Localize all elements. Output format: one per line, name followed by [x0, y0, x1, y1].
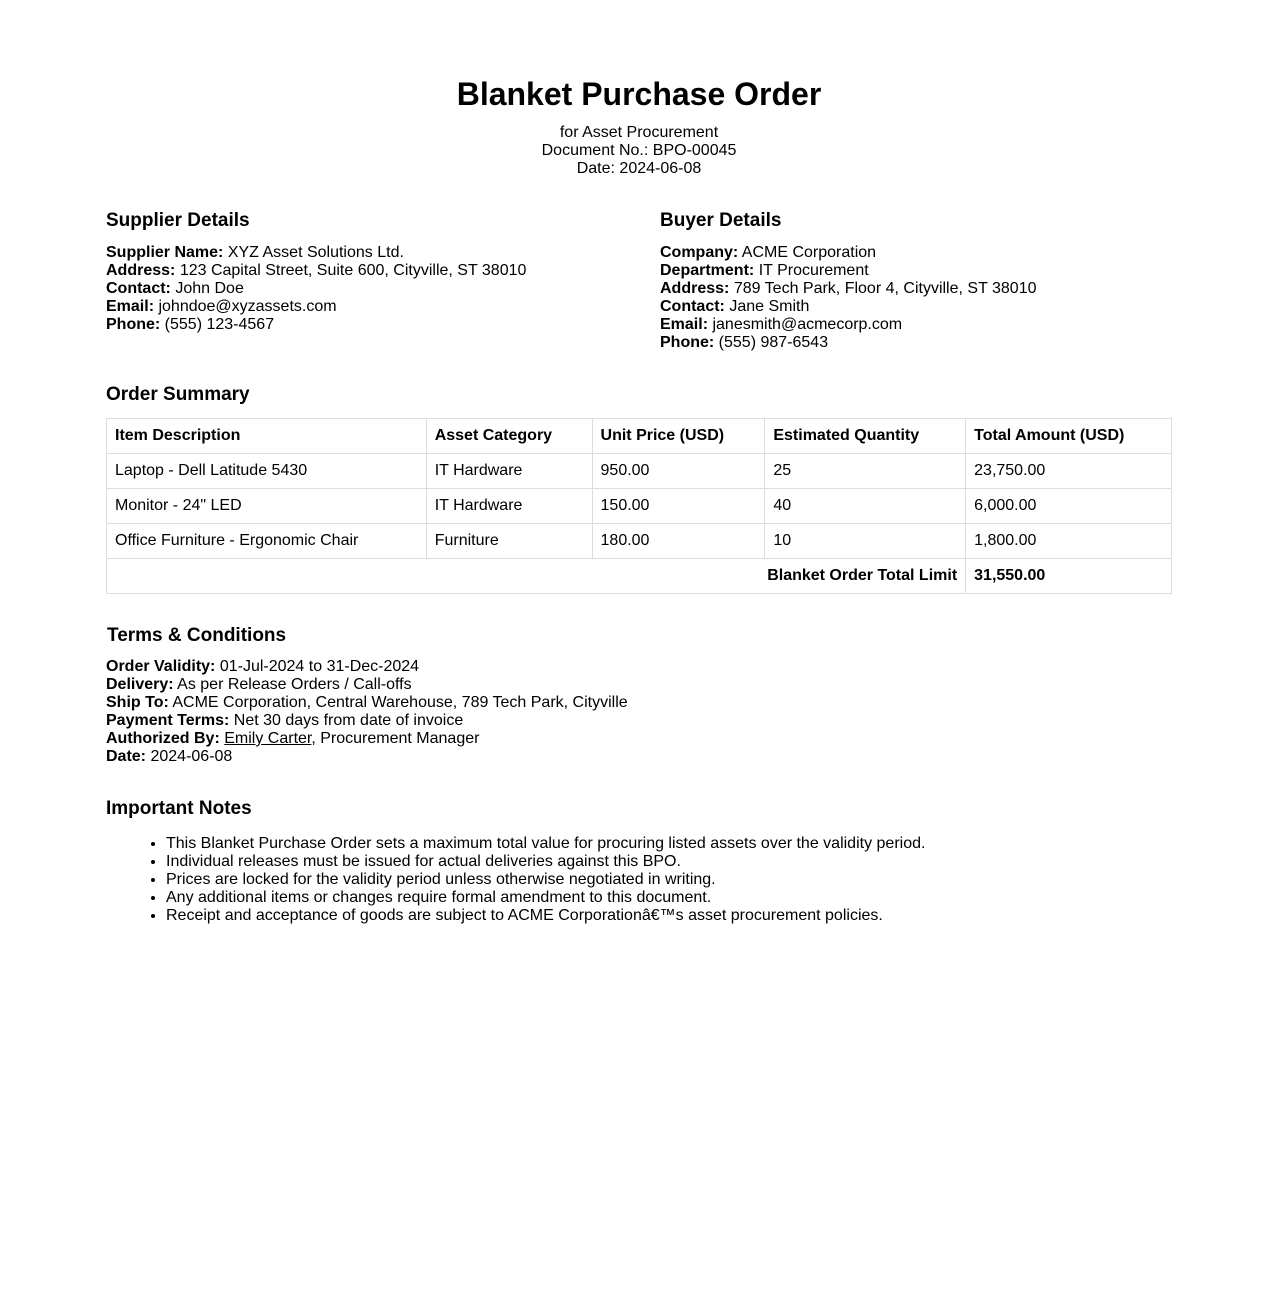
buyer-details	[660, 244, 1036, 352]
column-header-estimated-quantity: Estimated Quantity	[765, 419, 966, 454]
cell-estimated-quantity: 40	[765, 489, 966, 524]
field-value: 123 Capital Street, Suite 600, Cityville, ST 38010	[179, 262, 527, 279]
authorized-by-row	[106, 730, 628, 748]
cell-unit-price: 150.00	[592, 489, 765, 524]
field-value: As per Release Orders / Call-offs	[177, 676, 412, 693]
buyer-company-row	[660, 244, 1036, 262]
terms-details	[106, 658, 628, 766]
cell-total-amount: 6,000.00	[966, 489, 1172, 524]
list-item: • Any additional items or changes require formal amendment to this document.	[166, 889, 925, 907]
document-number-line	[0, 142, 1278, 160]
cell-estimated-quantity: 10	[765, 524, 966, 559]
order-summary-table	[106, 418, 1172, 594]
list-item: • Receipt and acceptance of goods are subject to ACME Corporationâ€™s asset procurement policies.	[166, 907, 925, 925]
table-row	[107, 524, 1172, 559]
field-value: XYZ Asset Solutions Ltd.	[227, 244, 404, 261]
payment-terms-row	[106, 712, 628, 730]
table-row	[107, 489, 1172, 524]
field-value: Net 30 days from date of invoice	[233, 712, 464, 729]
field-label: Department:	[660, 262, 755, 279]
field-label: Company:	[660, 244, 739, 261]
field-label: Contact:	[660, 298, 725, 315]
field-label: Authorized By:	[106, 730, 220, 747]
column-header-asset-category: Asset Category	[426, 419, 592, 454]
important-notes-heading: Important Notes	[106, 798, 252, 819]
field-value: janesmith@acmecorp.com	[712, 316, 903, 333]
supplier-name-row	[106, 244, 526, 262]
supplier-email-row	[106, 298, 526, 316]
field-value: 789 Tech Park, Floor 4, Cityville, ST 38010	[733, 280, 1037, 297]
authorized-signer-role: , Procurement Manager	[311, 730, 480, 747]
document-subtitle: for Asset Procurement	[559, 124, 719, 141]
field-label: Ship To:	[106, 694, 169, 711]
field-value: (555) 123-4567	[164, 316, 275, 333]
authorized-signer-name: Emily Carter	[224, 730, 312, 747]
cell-item-description: Monitor - 24" LED	[107, 489, 427, 524]
field-value: 2024-06-08	[150, 748, 233, 765]
document-date-line	[0, 160, 1278, 178]
field-value: (555) 987-6543	[718, 334, 829, 351]
field-label: Email:	[660, 316, 709, 333]
cell-total-amount: 23,750.00	[966, 454, 1172, 489]
field-label: Order Validity:	[106, 658, 216, 675]
field-label: Supplier Name:	[106, 244, 224, 261]
field-label: Contact:	[106, 280, 171, 297]
cell-total-amount: 1,800.00	[966, 524, 1172, 559]
ship-to-row	[106, 694, 628, 712]
total-limit-value: 31,550.00	[966, 559, 1172, 594]
cell-unit-price: 950.00	[592, 454, 765, 489]
important-notes-list	[106, 835, 925, 925]
cell-asset-category: IT Hardware	[426, 489, 592, 524]
list-item: • Individual releases must be issued for actual deliveries against this BPO.	[166, 853, 925, 871]
field-value: ACME Corporation, Central Warehouse, 789 Tech Park, Cityville	[172, 694, 628, 711]
buyer-contact-row	[660, 298, 1036, 316]
column-header-unit-price: Unit Price (USD)	[592, 419, 765, 454]
document-title: Blanket Purchase Order	[456, 76, 822, 112]
cell-estimated-quantity: 25	[765, 454, 966, 489]
supplier-heading: Supplier Details	[106, 210, 250, 231]
field-label: Email:	[106, 298, 155, 315]
terms-date-row	[106, 748, 628, 766]
supplier-address-row	[106, 262, 526, 280]
document-date-label: Date:	[576, 160, 615, 177]
list-item: • This Blanket Purchase Order sets a maximum total value for procuring listed assets over the validity period.	[166, 835, 925, 853]
field-label: Address:	[106, 262, 176, 279]
buyer-address-row	[660, 280, 1036, 298]
cell-item-description: Office Furniture - Ergonomic Chair	[107, 524, 427, 559]
cell-asset-category: Furniture	[426, 524, 592, 559]
field-value: IT Procurement	[758, 262, 869, 279]
order-validity-row	[106, 658, 628, 676]
field-label: Phone:	[106, 316, 161, 333]
buyer-email-row	[660, 316, 1036, 334]
supplier-contact-row	[106, 280, 526, 298]
field-value: 01-Jul-2024 to 31-Dec-2024	[219, 658, 420, 675]
cell-unit-price: 180.00	[592, 524, 765, 559]
field-label: Address:	[660, 280, 730, 297]
delivery-row	[106, 676, 628, 694]
field-label: Delivery:	[106, 676, 174, 693]
buyer-department-row	[660, 262, 1036, 280]
supplier-phone-row	[106, 316, 526, 334]
order-summary-heading: Order Summary	[106, 384, 250, 405]
field-value: Jane Smith	[729, 298, 810, 315]
terms-heading: Terms & Conditions	[107, 625, 287, 646]
cell-asset-category: IT Hardware	[426, 454, 592, 489]
document-number-label: Document No.:	[541, 142, 649, 159]
document-subheader	[0, 124, 1278, 178]
table-row	[107, 454, 1172, 489]
document-number: BPO-00045	[652, 142, 737, 159]
column-header-total-amount: Total Amount (USD)	[966, 419, 1172, 454]
field-label: Date:	[106, 748, 147, 765]
column-header-item-description: Item Description	[107, 419, 427, 454]
field-value: ACME Corporation	[741, 244, 877, 261]
buyer-phone-row	[660, 334, 1036, 352]
document-date: 2024-06-08	[619, 160, 702, 177]
field-label: Phone:	[660, 334, 715, 351]
cell-item-description: Laptop - Dell Latitude 5430	[107, 454, 427, 489]
table-header-row	[107, 419, 1172, 454]
table-total-row	[107, 559, 1172, 594]
field-value: johndoe@xyzassets.com	[158, 298, 337, 315]
buyer-heading: Buyer Details	[660, 210, 782, 231]
field-value: John Doe	[175, 280, 244, 297]
supplier-details	[106, 244, 526, 334]
field-label: Payment Terms:	[106, 712, 230, 729]
list-item: • Prices are locked for the validity period unless otherwise negotiated in writing.	[166, 871, 925, 889]
total-limit-label: Blanket Order Total Limit	[107, 559, 966, 594]
